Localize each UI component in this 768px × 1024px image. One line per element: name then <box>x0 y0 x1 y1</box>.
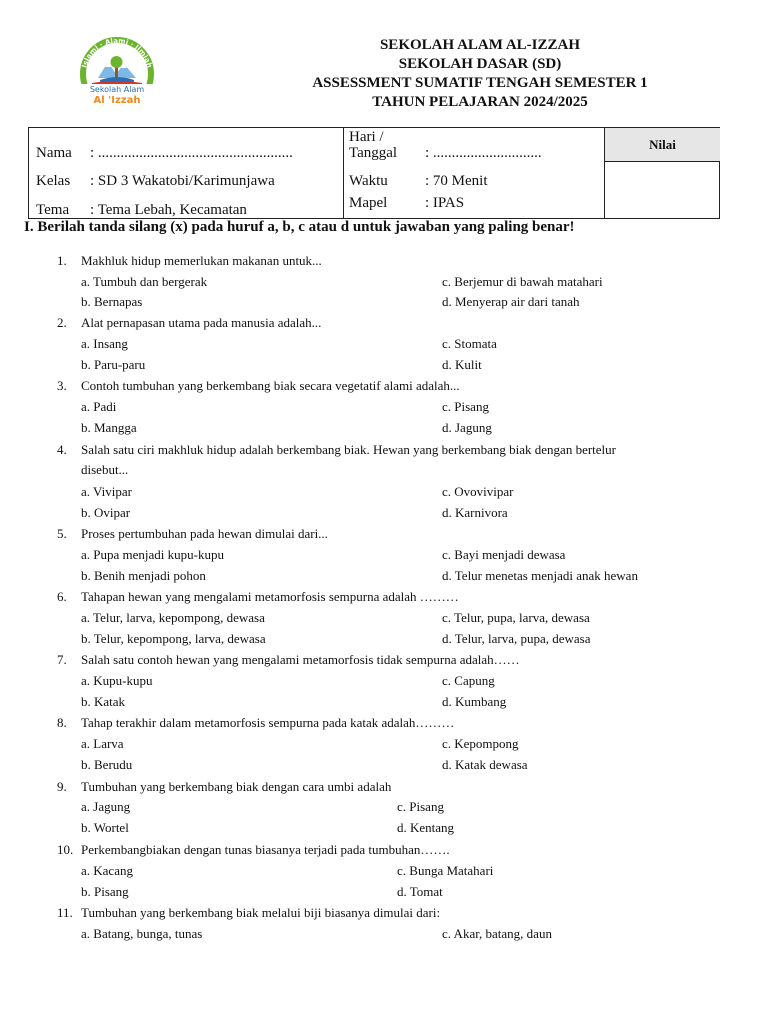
question-number: 1. <box>57 253 67 268</box>
question-number: 9. <box>57 779 67 794</box>
waktu-value: : 70 Menit <box>425 173 488 189</box>
logo-name-line1: Sekolah Alam <box>89 85 145 94</box>
option-d[interactable]: d. Menyerap air dari tanah <box>442 294 580 309</box>
question-text: Salah satu ciri makhluk hidup adalah berkembang biak. Hewan yang berkembang biak dengan bertelur <box>81 442 616 457</box>
option-c[interactable]: c. Berjemur di bawah matahari <box>442 274 603 289</box>
question-text: Tahap terakhir dalam metamorfosis sempurna pada katak adalah……… <box>81 715 455 730</box>
question-number: 7. <box>57 652 67 667</box>
option-a[interactable]: a. Larva <box>81 736 124 751</box>
header-level: SEKOLAH DASAR (SD) <box>398 56 562 72</box>
question-text: Tahapan hewan yang mengalami metamorfosis sempurna adalah ……… <box>81 589 459 604</box>
question-number: 4. <box>57 442 67 457</box>
question-number: 5. <box>57 526 67 541</box>
question-text: Contoh tumbuhan yang berkembang biak secara vegetatif alami adalah... <box>81 378 460 393</box>
logo-arc-text: Islami · Alami · Ilmiah <box>80 36 154 69</box>
question-number: 3. <box>57 378 67 393</box>
student-info-box <box>28 127 720 219</box>
option-d[interactable]: d. Kumbang <box>442 694 507 709</box>
question-text: Alat pernapasan utama pada manusia adalah... <box>81 315 322 330</box>
option-d[interactable]: d. Kulit <box>442 357 482 372</box>
option-a[interactable]: a. Vivipar <box>81 484 132 499</box>
option-a[interactable]: a. Tumbuh dan bergerak <box>81 274 208 289</box>
header-year: TAHUN PELAJARAN 2024/2025 <box>372 94 588 110</box>
option-b[interactable]: b. Pisang <box>81 884 129 899</box>
question-text: disebut... <box>81 462 129 477</box>
option-d[interactable]: d. Tomat <box>397 884 443 899</box>
option-c[interactable]: c. Kepompong <box>442 736 519 751</box>
option-b[interactable]: b. Mangga <box>81 420 137 435</box>
kelas-label: Kelas <box>36 173 71 189</box>
mapel-value: : IPAS <box>425 195 465 211</box>
waktu-label: Waktu <box>349 173 388 189</box>
question-number: 11. <box>57 905 73 920</box>
tanggal-label: Tanggal <box>349 145 398 161</box>
nama-label: Nama <box>36 145 72 161</box>
option-d[interactable]: d. Kentang <box>397 820 455 835</box>
header-school-name: SEKOLAH ALAM AL-IZZAH <box>379 37 581 53</box>
section-title: I. Berilah tanda silang (x) pada huruf a, b, c atau d untuk jawaban yang paling benar! <box>24 219 575 235</box>
logo-name-line2: Al 'Izzah <box>93 95 141 106</box>
option-d[interactable]: d. Jagung <box>442 420 492 435</box>
document-header <box>270 36 690 112</box>
header-assessment: ASSESSMENT SUMATIF TENGAH SEMESTER 1 <box>312 75 648 91</box>
question-text: Makhluk hidup memerlukan makanan untuk... <box>81 253 322 268</box>
option-b[interactable]: b. Berudu <box>81 757 133 772</box>
divider <box>343 128 344 218</box>
option-b[interactable]: b. Paru-paru <box>81 357 146 372</box>
tanggal-field[interactable]: : ............................. <box>425 145 542 161</box>
option-c[interactable]: c. Pisang <box>442 399 489 414</box>
question-number: 10. <box>57 842 74 857</box>
school-logo <box>72 34 162 108</box>
option-d[interactable]: d. Telur, larva, pupa, dewasa <box>442 631 591 646</box>
option-b[interactable]: b. Telur, kepompong, larva, dewasa <box>81 631 266 646</box>
option-c[interactable]: c. Akar, batang, daun <box>442 926 552 941</box>
option-b[interactable]: b. Wortel <box>81 820 129 835</box>
tema-value: : Tema Lebah, Kecamatan <box>90 202 247 218</box>
school-logo-icon <box>72 34 162 108</box>
question-number: 2. <box>57 315 67 330</box>
option-a[interactable]: a. Kupu-kupu <box>81 673 153 688</box>
question-text: Perkembangbiakan dengan tunas biasanya terjadi pada tumbuhan……. <box>81 842 450 857</box>
nilai-header: Nilai <box>605 128 720 161</box>
mapel-label: Mapel <box>349 195 388 211</box>
option-a[interactable]: a. Padi <box>81 399 117 414</box>
option-d[interactable]: d. Katak dewasa <box>442 757 528 772</box>
option-a[interactable]: a. Batang, bunga, tunas <box>81 926 203 941</box>
option-c[interactable]: c. Pisang <box>397 799 444 814</box>
option-c[interactable]: c. Stomata <box>442 336 497 351</box>
option-b[interactable]: b. Benih menjadi pohon <box>81 568 206 583</box>
option-a[interactable]: a. Telur, larva, kepompong, dewasa <box>81 610 265 625</box>
option-a[interactable]: a. Insang <box>81 336 128 351</box>
option-b[interactable]: b. Ovipar <box>81 505 131 520</box>
divider <box>604 161 720 162</box>
question-text: Proses pertumbuhan pada hewan dimulai dari... <box>81 526 328 541</box>
option-c[interactable]: c. Bunga Matahari <box>397 863 494 878</box>
hari-label: Hari / <box>349 129 384 145</box>
option-c[interactable]: c. Ovovivipar <box>442 484 514 499</box>
option-a[interactable]: a. Jagung <box>81 799 131 814</box>
option-c[interactable]: c. Telur, pupa, larva, dewasa <box>442 610 590 625</box>
tema-label: Tema <box>36 202 70 218</box>
option-b[interactable]: b. Katak <box>81 694 126 709</box>
option-d[interactable]: d. Telur menetas menjadi anak hewan <box>442 568 638 583</box>
option-a[interactable]: a. Pupa menjadi kupu-kupu <box>81 547 224 562</box>
question-number: 6. <box>57 589 67 604</box>
option-d[interactable]: d. Karnivora <box>442 505 508 520</box>
option-a[interactable]: a. Kacang <box>81 863 133 878</box>
question-text: Tumbuhan yang berkembang biak dengan cara umbi adalah <box>81 779 392 794</box>
option-b[interactable]: b. Bernapas <box>81 294 143 309</box>
nama-field[interactable]: : .................................................... <box>90 145 293 161</box>
question-number: 8. <box>57 715 67 730</box>
question-text: Salah satu contoh hewan yang mengalami metamorfosis tidak sempurna adalah…… <box>81 652 520 667</box>
question-text: Tumbuhan yang berkembang biak melalui biji biasanya dimulai dari: <box>81 905 441 920</box>
option-c[interactable]: c. Bayi menjadi dewasa <box>442 547 566 562</box>
option-c[interactable]: c. Capung <box>442 673 495 688</box>
kelas-value: : SD 3 Wakatobi/Karimunjawa <box>90 173 275 189</box>
